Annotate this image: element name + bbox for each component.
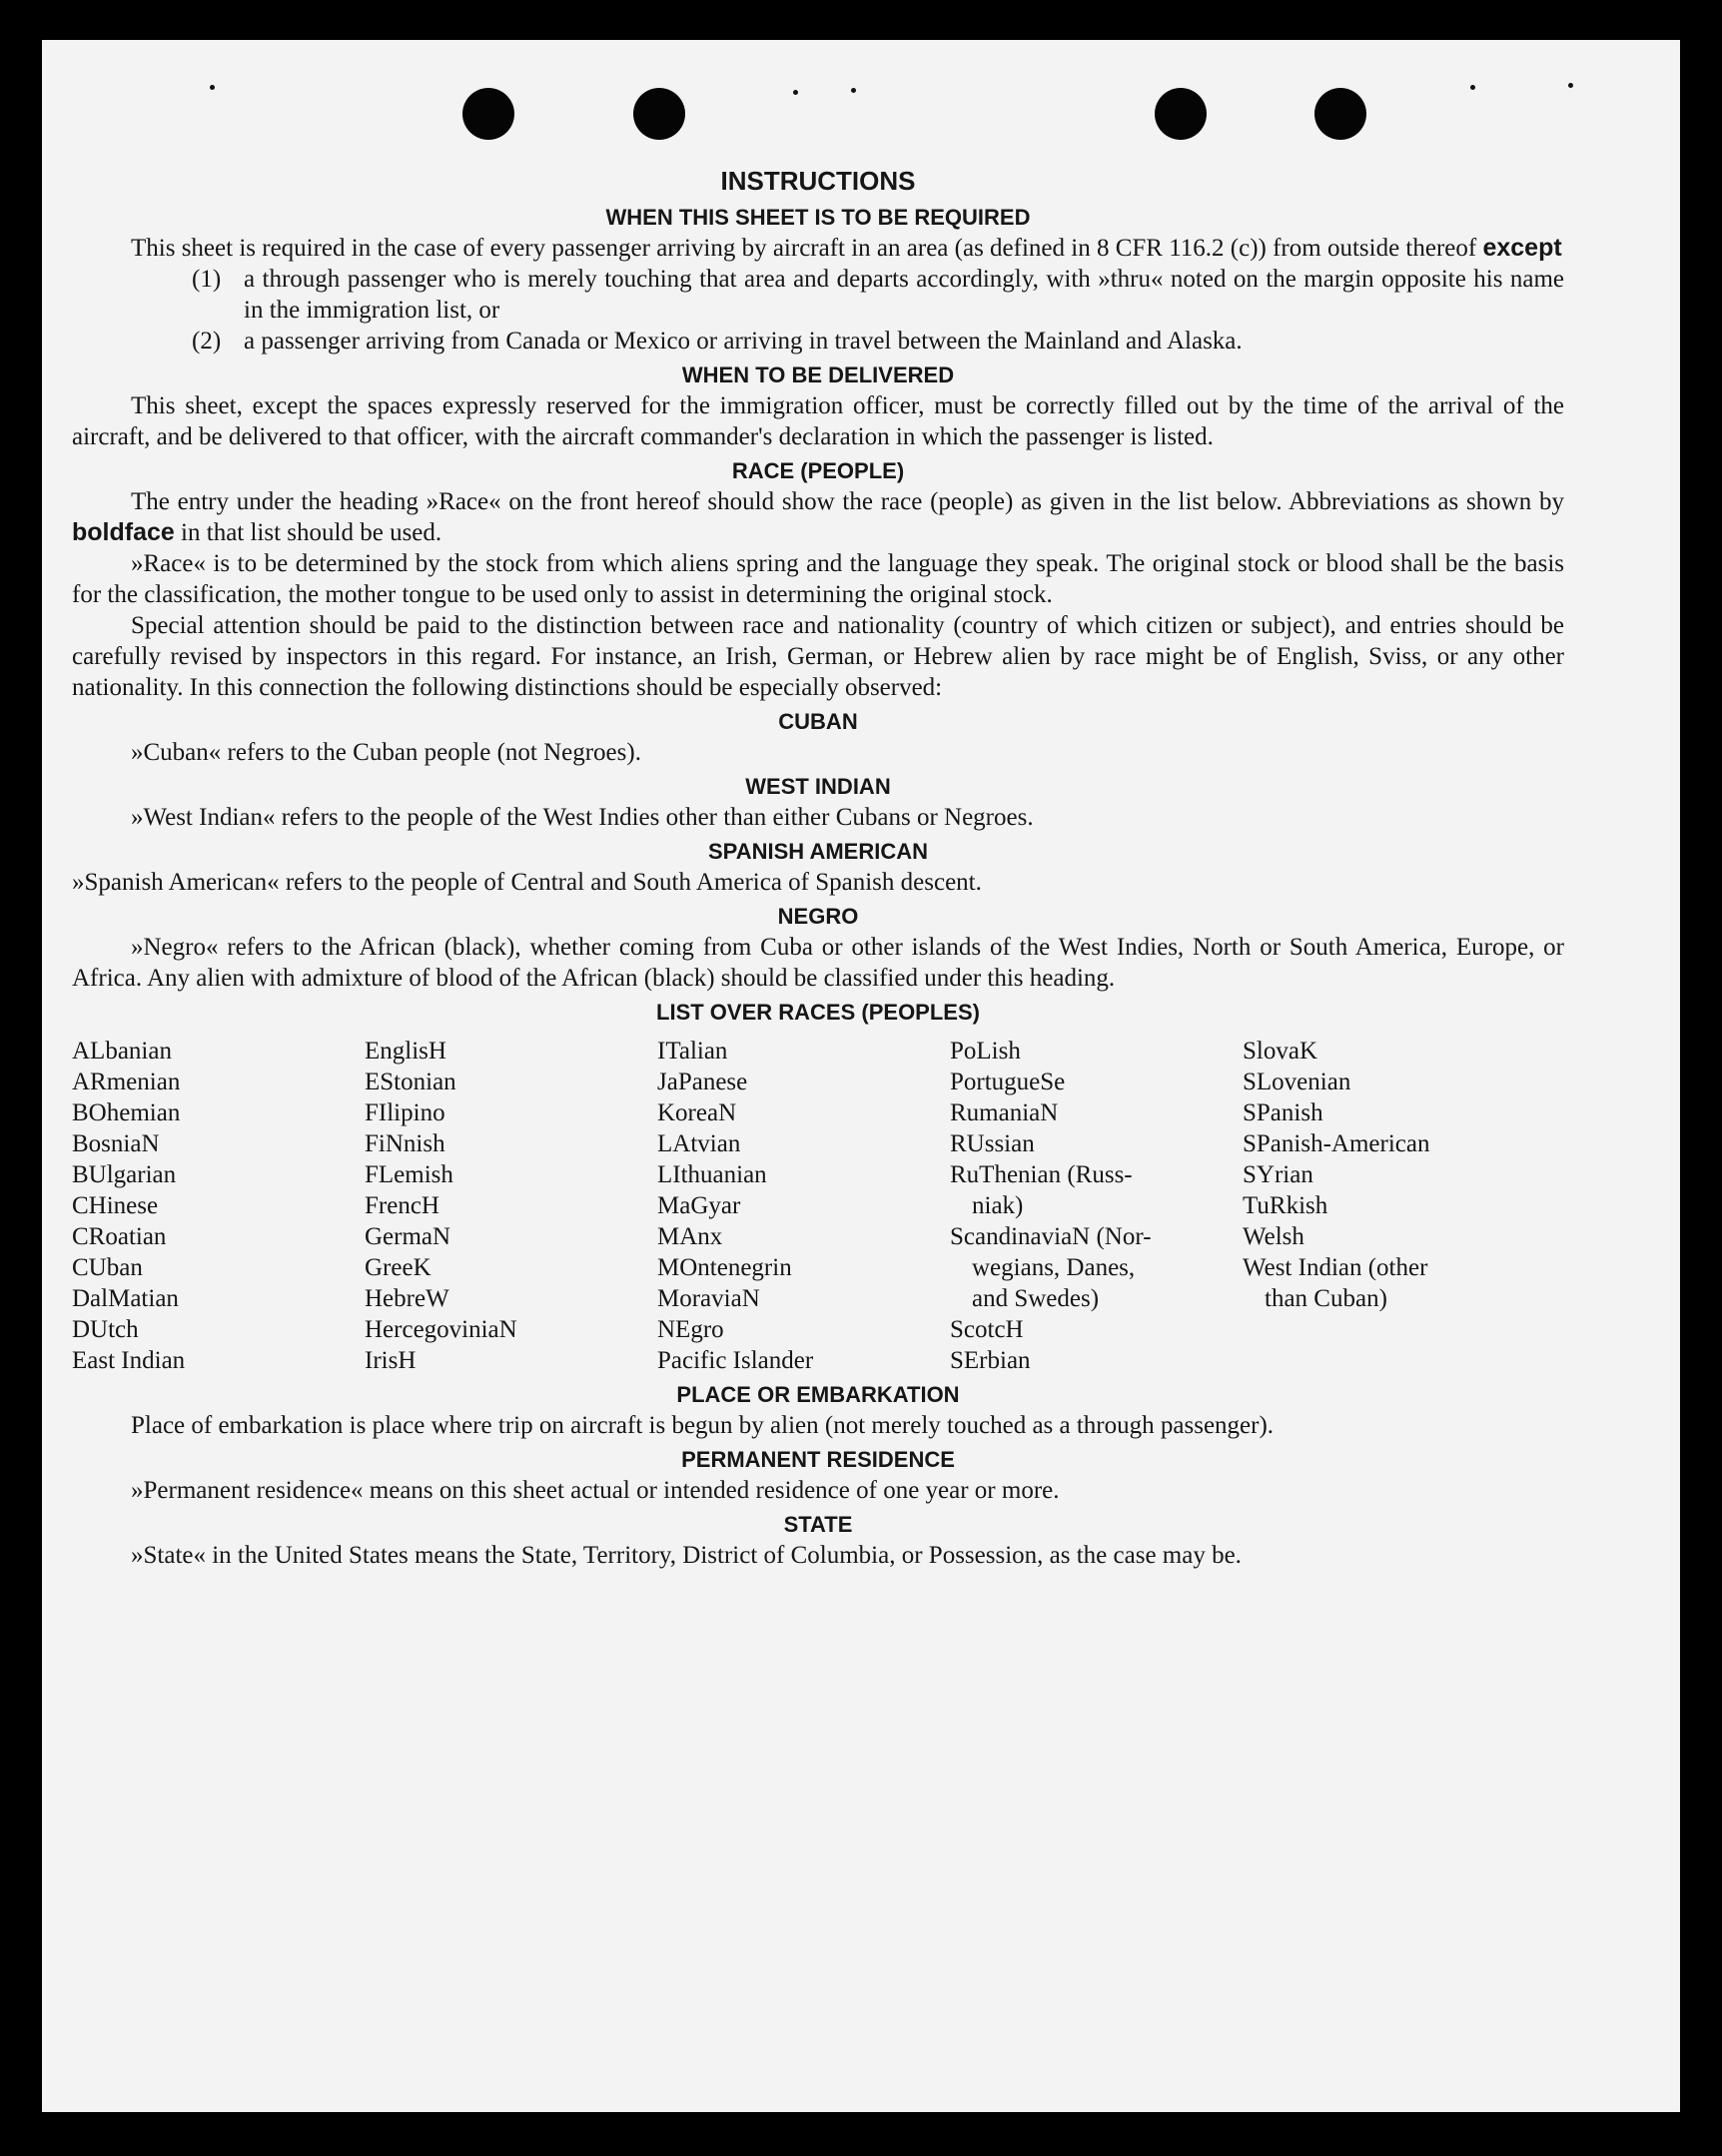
races-column (657, 1036, 950, 1376)
cuban-text: »Cuban« refers to the Cuban people (not Negroes). (131, 739, 641, 766)
list-item: (2) a passenger arriving from Canada or Mexico or arriving in travel between the Mainland and Alaska. (192, 328, 1243, 355)
race-item: SPanish (1243, 1099, 1323, 1126)
race-item: DUtch (72, 1316, 139, 1343)
paper-speck (1568, 83, 1573, 88)
document-page (42, 40, 1680, 2112)
when-delivered-text: This sheet, except the spaces expressly reserved for the immigration officer, must be correctly filled out by the time of the arrival of the aircraft, and be delivered to that officer, with the aircraft commander's declaration in which the passenger is listed. (72, 392, 1564, 450)
race-item: ALbanian (72, 1038, 172, 1065)
race-item: West Indian (other (1243, 1254, 1428, 1281)
race-item: East Indian (72, 1347, 186, 1374)
page-title: INSTRUCTIONS (720, 166, 916, 196)
race-item: BOhemian (72, 1099, 181, 1126)
race-item: FIlipino (365, 1099, 445, 1126)
list-item: (1) a through passenger who is merely touching that area and departs accordingly, with »thru« noted on the margin opposite his name in the immigration list, or (192, 266, 1564, 324)
punch-hole (1314, 88, 1366, 140)
section-heading-cuban: CUBAN (778, 709, 858, 734)
state-text: »State« in the United States means the State, Territory, District of Columbia, or Possession, as the case may be. (131, 1542, 1242, 1569)
races-column (950, 1036, 1243, 1376)
section-heading-embarkation: PLACE OR EMBARKATION (676, 1382, 960, 1407)
races-column (365, 1036, 657, 1376)
race-item: than Cuban) (1265, 1285, 1387, 1312)
race-paragraph-3: Special attention should be paid to the distinction between race and nationality (country of which citizen or subject), and entries should be carefully revised by inspectors in this regard. For instance, an Irish, German, or Hebrew alien by race might be of English, Sviss, or any other nationality. In this connection the following distinctions should be especially observed: (72, 612, 1564, 701)
race-item: ARmenian (72, 1069, 181, 1095)
section-heading-races-list: LIST OVER RACES (PEOPLES) (656, 1000, 980, 1025)
section-heading-west-indian: WEST INDIAN (745, 774, 891, 799)
punch-hole (633, 88, 685, 140)
paper-speck (1470, 85, 1475, 90)
race-item: BUlgarian (72, 1161, 177, 1188)
race-item: LIthuanian (657, 1161, 767, 1188)
race-item: MOntenegrin (657, 1254, 792, 1281)
race-item: BosniaN (72, 1130, 160, 1157)
race-item: HercegoviniaN (365, 1316, 517, 1343)
races-column (1243, 1036, 1535, 1376)
negro-text: »Negro« refers to the African (black), whether coming from Cuba or other islands of the West Indies, North or South America, Europe, or Africa. Any alien with admixture of blood of the African (black) should be classified under this heading. (72, 934, 1564, 992)
race-item: HebreW (365, 1285, 449, 1312)
boldface-word: boldface (72, 518, 175, 546)
race-item: CRoatian (72, 1223, 167, 1250)
race-item: GermaN (365, 1223, 451, 1250)
race-item: GreeK (365, 1254, 431, 1281)
race-item: PortugueSe (950, 1069, 1066, 1095)
section-heading-when-required: WHEN THIS SHEET IS TO BE REQUIRED (605, 205, 1031, 230)
paper-speck (851, 88, 856, 93)
race-item: SPanish-American (1243, 1130, 1430, 1157)
race-item: Welsh (1243, 1223, 1304, 1250)
embarkation-text: Place of embarkation is place where trip on aircraft is begun by alien (not merely touched as a through passenger). (131, 1412, 1275, 1439)
race-item: RuThenian (Russ- (950, 1161, 1133, 1188)
residence-text: »Permanent residence« means on this sheet actual or intended residence of one year or more. (131, 1477, 1060, 1504)
race-item: ITalian (657, 1038, 728, 1065)
race-item: PoLish (950, 1038, 1021, 1065)
race-item: DalMatian (72, 1285, 179, 1312)
paper-speck (793, 90, 798, 95)
race-item: CHinese (72, 1192, 159, 1219)
race-item: CUban (72, 1254, 143, 1281)
race-item: RumaniaN (950, 1099, 1059, 1126)
race-item: EStonian (365, 1069, 456, 1095)
race-item: RUssian (950, 1130, 1035, 1157)
race-item: EnglisH (365, 1038, 446, 1065)
race-item: MoraviaN (657, 1285, 760, 1312)
except-bold: except (1482, 234, 1562, 262)
section-heading-when-delivered: WHEN TO BE DELIVERED (681, 362, 955, 387)
instructions-content (72, 163, 1564, 1571)
race-item: LAtvian (657, 1130, 741, 1157)
paper-speck (210, 85, 215, 90)
race-item: FrencH (365, 1192, 439, 1219)
race-item: MAnx (657, 1223, 723, 1250)
race-item: IrisH (365, 1347, 417, 1374)
section-heading-negro: NEGRO (777, 904, 859, 929)
race-item: SErbian (950, 1347, 1031, 1374)
race-item: FiNnish (365, 1130, 445, 1157)
race-item: Pacific Islander (657, 1347, 814, 1374)
races-column (72, 1036, 365, 1376)
race-item: niak) (972, 1192, 1024, 1219)
race-item: SLovenian (1243, 1069, 1351, 1095)
race-item: wegians, Danes, (972, 1254, 1136, 1281)
races-list (72, 1036, 1564, 1376)
race-item: TuRkish (1243, 1192, 1328, 1219)
race-item: MaGyar (657, 1192, 741, 1219)
race-item: SlovaK (1243, 1038, 1317, 1065)
race-item: NEgro (657, 1316, 724, 1343)
punch-hole (462, 88, 514, 140)
race-item: KoreaN (657, 1099, 737, 1126)
race-item: and Swedes) (972, 1285, 1100, 1312)
race-paragraph-2: »Race« is to be determined by the stock from which aliens spring and the language they speak. The original stock or blood shall be the basis for the classification, the mother tongue to be used only to assist in determining the original stock. (72, 550, 1564, 608)
race-item: JaPanese (657, 1069, 748, 1095)
punch-hole (1155, 88, 1207, 140)
race-item: ScandinaviaN (Nor- (950, 1223, 1152, 1250)
section-heading-state: STATE (783, 1512, 853, 1537)
section-heading-spanish-american: SPANISH AMERICAN (707, 839, 928, 864)
when-required-intro: This sheet is required in the case of every passenger arriving by aircraft in an area (as defined in 8 CFR 116.2 (c)) from outside thereof except (131, 234, 1562, 262)
race-item: SYrian (1243, 1161, 1313, 1188)
race-paragraph-1: The entry under the heading »Race« on the front hereof should show the race (people) as given in the list below. Abbreviations as shown by boldface in that list should be used. (72, 488, 1564, 546)
section-heading-race: RACE (PEOPLE) (731, 458, 905, 483)
race-item: FLemish (365, 1161, 453, 1188)
race-item: ScotcH (950, 1316, 1024, 1343)
section-heading-residence: PERMANENT RESIDENCE (681, 1447, 955, 1472)
spanish-american-text: »Spanish American« refers to the people of Central and South America of Spanish descent. (72, 869, 982, 896)
west-indian-text: »West Indian« refers to the people of the West Indies other than either Cubans or Negroes. (131, 804, 1034, 831)
